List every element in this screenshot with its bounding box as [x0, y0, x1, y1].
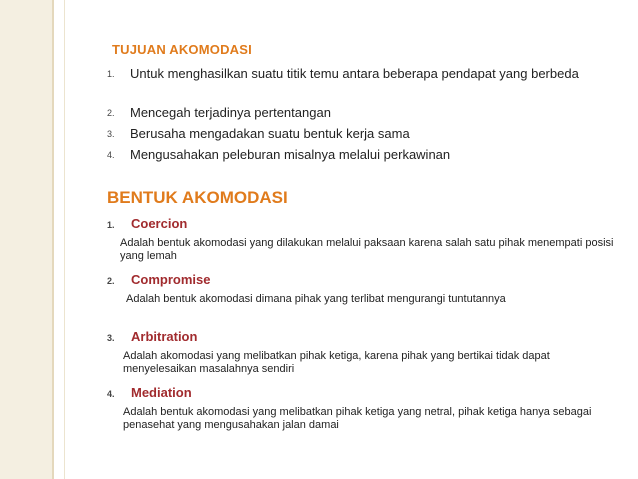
frame-line: [64, 0, 65, 479]
tujuan-item-2-text: Mencegah terjadinya pertentangan: [130, 105, 331, 120]
bentuk-item-4-number: 4.: [107, 389, 115, 399]
bentuk-item-2-description: Adalah bentuk akomodasi dimana pihak yang terlibat mengurangi tuntutannya: [126, 293, 506, 305]
tujuan-item-3-number: 3.: [107, 129, 115, 139]
bentuk-item-3-number: 3.: [107, 333, 115, 343]
decorative-side-strip: [0, 0, 52, 479]
tujuan-heading: TUJUAN AKOMODASI: [112, 42, 252, 57]
bentuk-item-4-description: Adalah bentuk akomodasi yang melibatkan pihak ketiga yang netral, pihak ketiga hanya sebagai penasehat yang mengusahakan jalan damai: [123, 406, 592, 431]
bentuk-item-2-title: Compromise: [131, 272, 211, 287]
bentuk-item-4-title: Mediation: [131, 385, 192, 400]
bentuk-item-2-number: 2.: [107, 276, 115, 286]
tujuan-item-1-text: Untuk menghasilkan suatu titik temu antara beberapa pendapat yang berbeda: [130, 66, 579, 81]
tujuan-item-4-text: Mengusahakan peleburan misalnya melalui perkawinan: [130, 147, 451, 162]
bentuk-item-3-title: Arbitration: [131, 329, 198, 344]
tujuan-item-2-number: 2.: [107, 108, 115, 118]
bentuk-item-1-title: Coercion: [131, 216, 188, 231]
tujuan-item-4-number: 4.: [107, 150, 115, 160]
side-strip-edge: [52, 0, 54, 479]
tujuan-item-3-text: Berusaha mengadakan suatu bentuk kerja sama: [130, 126, 410, 141]
bentuk-item-1-number: 1.: [107, 220, 115, 230]
bentuk-item-3-description: Adalah akomodasi yang melibatkan pihak ketiga, karena pihak yang bertikai tidak dapat menyelesaikan masalahnya sendiri: [123, 350, 550, 375]
tujuan-item-1-number: 1.: [107, 69, 115, 79]
bentuk-heading: BENTUK AKOMODASI: [107, 188, 288, 207]
bentuk-item-1-description: Adalah bentuk akomodasi yang dilakukan melalui paksaan karena salah satu pihak menempati posisi yang lemah: [120, 237, 614, 262]
